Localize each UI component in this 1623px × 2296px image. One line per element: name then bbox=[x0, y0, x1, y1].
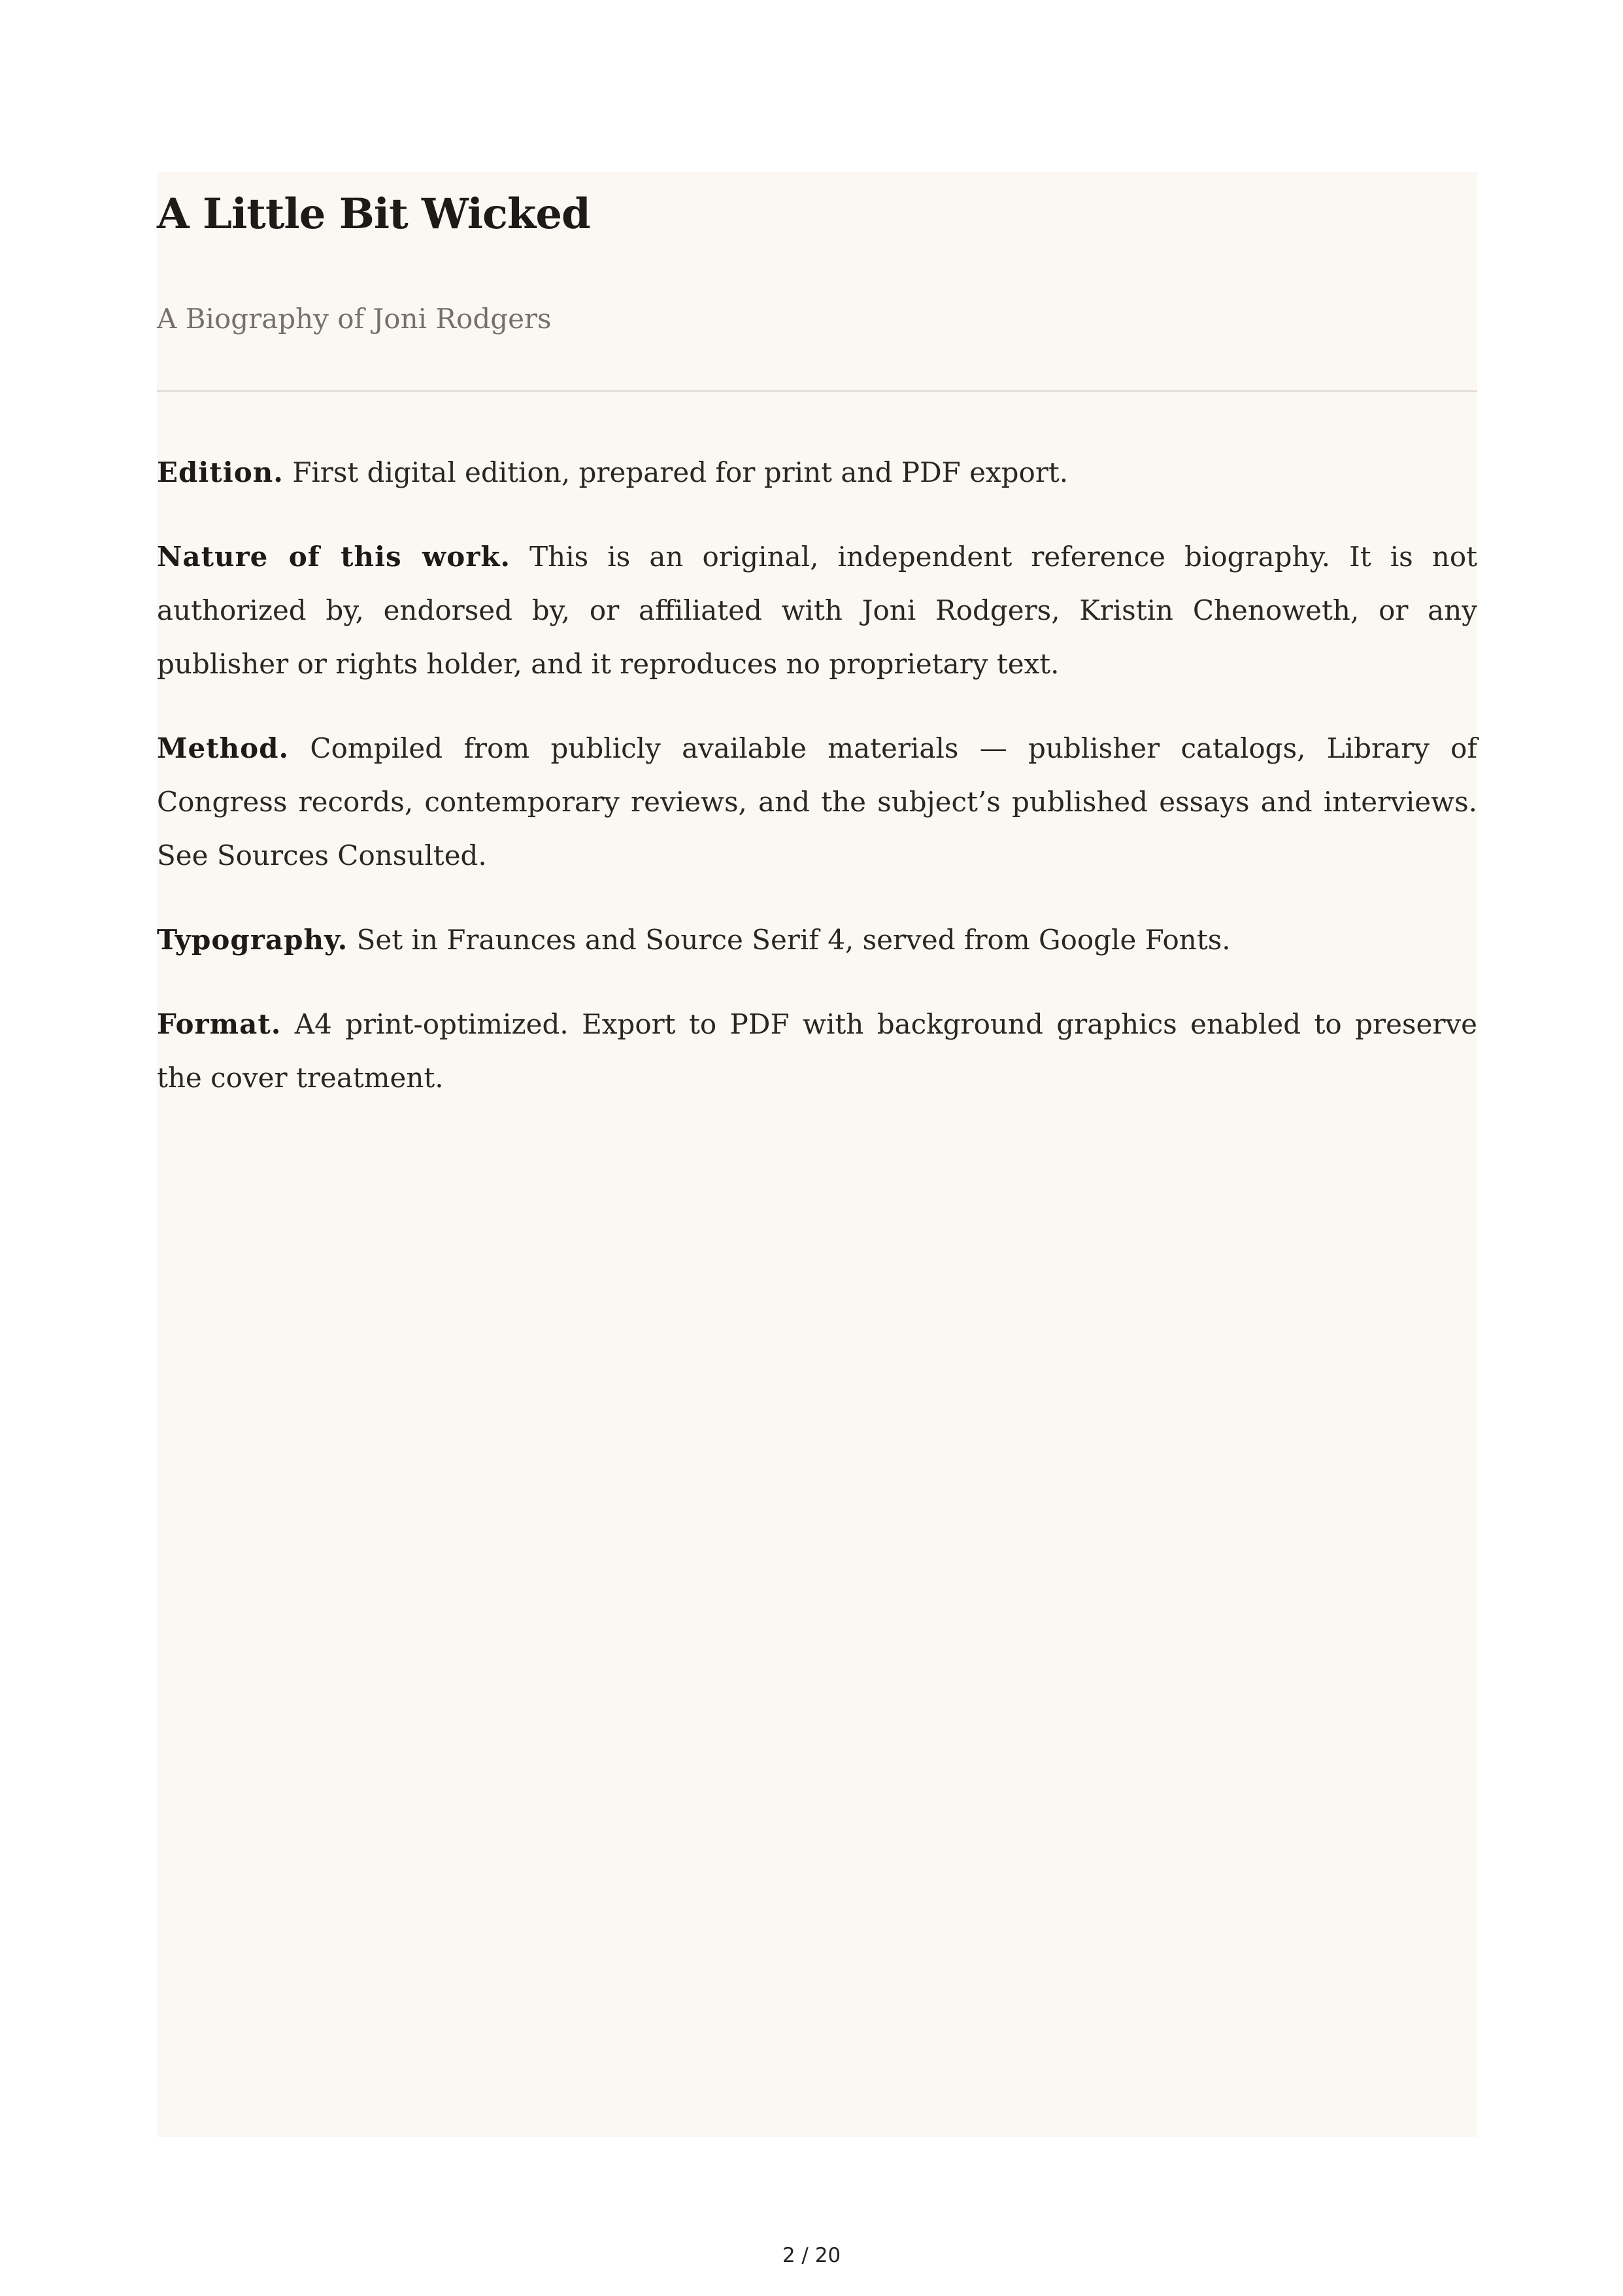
format-text: A4 print-optimized. Export to PDF with background graphics enabled to preserve the cover treatment. bbox=[157, 1008, 1477, 1094]
nature-lead: Nature of this work. bbox=[157, 541, 511, 573]
format-paragraph bbox=[157, 998, 1477, 1105]
book-subtitle: A Biography of Joni Rodgers bbox=[157, 303, 552, 335]
title-divider bbox=[157, 390, 1477, 392]
edition-lead: Edition. bbox=[157, 456, 284, 488]
page-number: 2 / 20 bbox=[782, 2244, 841, 2267]
typography-lead: Typography. bbox=[157, 924, 348, 956]
book-title: A Little Bit Wicked bbox=[157, 190, 590, 239]
typography-paragraph bbox=[157, 913, 1477, 967]
edition-text: First digital edition, prepared for print and PDF export. bbox=[283, 456, 1069, 488]
method-paragraph bbox=[157, 722, 1477, 883]
typography-text: Set in Fraunces and Source Serif 4, served from Google Fonts. bbox=[348, 924, 1231, 956]
nature-text: This is an original, independent reference biography. It is not authorized by, endorsed by, or affiliated with Joni Rodgers, Kristin Chenoweth, or any publisher or rights holder, and it reproduces no proprietary text. bbox=[157, 541, 1477, 680]
colophon-body bbox=[157, 446, 1477, 1136]
method-lead: Method. bbox=[157, 732, 290, 764]
edition-paragraph bbox=[157, 446, 1477, 499]
method-text: Compiled from publicly available materials — publisher catalogs, Library of Congress records, contemporary reviews, and the subject’s published essays and interviews. See Sources Consulted. bbox=[157, 732, 1477, 871]
format-lead: Format. bbox=[157, 1008, 282, 1040]
nature-paragraph bbox=[157, 530, 1477, 691]
